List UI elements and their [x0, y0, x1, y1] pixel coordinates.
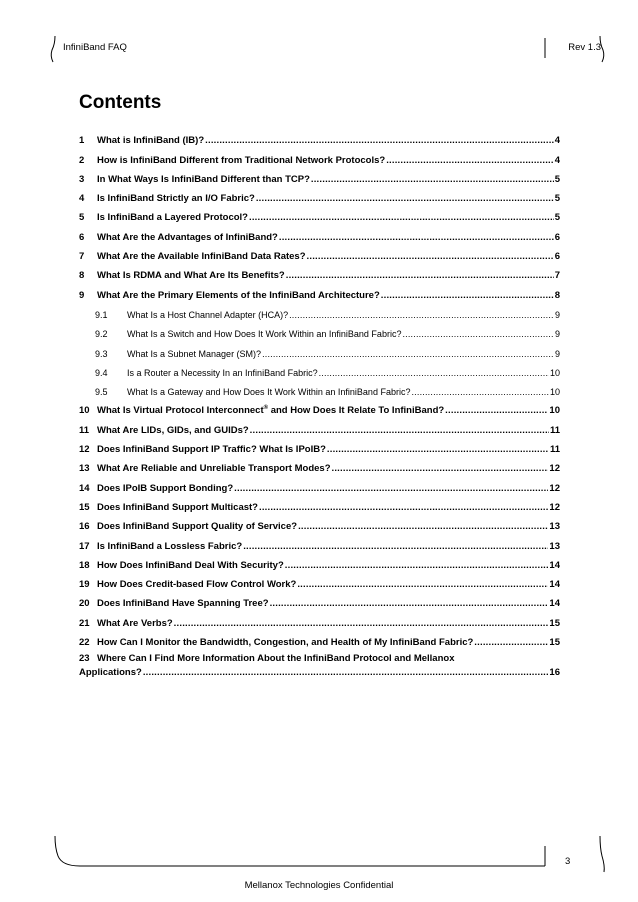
toc-entry[interactable]: 18 How Does InfiniBand Deal With Security? ..... 14 — [79, 553, 560, 572]
toc-subentry[interactable]: 9.2 What Is a Switch and How Does It Work Within an InfiniBand Fabric? ..... 9 — [79, 321, 560, 340]
header-revision: Rev 1.3 — [568, 42, 601, 53]
toc-subentry[interactable]: 9.4 Is a Router a Necessity In an InfiniBand Fabric? ..... 10 — [79, 360, 560, 379]
toc-subentry[interactable]: 9.5 What Is a Gateway and How Does It Work Within an InfiniBand Fabric? ..... 10 — [79, 379, 560, 398]
toc-entry[interactable]: 10 What Is Virtual Protocol Interconnect® and How Does It Relate To InfiniBand? ..... 10 — [79, 398, 560, 417]
page-number: 3 — [565, 856, 571, 867]
toc-subentry[interactable]: 9.1 What Is a Host Channel Adapter (HCA)? ..... 9 — [79, 302, 560, 321]
header-left-bracket — [51, 36, 55, 62]
toc-subentry[interactable]: 9.3 What Is a Subnet Manager (SM)? ..... 9 — [79, 340, 560, 359]
toc-entry[interactable]: 13 What Are Reliable and Unreliable Transport Modes? ..... 12 — [79, 456, 560, 475]
header-doc-title: InfiniBand FAQ — [63, 42, 127, 53]
toc-entry[interactable]: 7 What Are the Available InfiniBand Data Rates? ..... 6 — [79, 244, 560, 263]
toc-entry[interactable]: 6 What Are the Advantages of InfiniBand? ..... 6 — [79, 224, 560, 243]
toc-entry[interactable]: 1 What is InfiniBand (IB)? ..... 4 — [79, 128, 560, 147]
toc-entry[interactable]: 2 How is InfiniBand Different from Traditional Network Protocols? ..... 4 — [79, 147, 560, 166]
toc-entry[interactable]: 21 What Are Verbs? ..... 15 — [79, 610, 560, 629]
toc-entry[interactable]: 9 What Are the Primary Elements of the InfiniBand Architecture? ..... 8 — [79, 282, 560, 301]
footer-right-bracket — [600, 836, 604, 872]
table-of-contents — [79, 128, 560, 689]
toc-entry[interactable]: 3 In What Ways Is InfiniBand Different than TCP? ..... 5 — [79, 167, 560, 186]
toc-entry[interactable]: 8 What Is RDMA and What Are Its Benefits? ..... 7 — [79, 263, 560, 282]
toc-entry[interactable]: 19 How Does Credit-based Flow Control Work? ..... 14 — [79, 572, 560, 591]
toc-entry[interactable]: 14 Does IPoIB Support Bonding? ..... 12 — [79, 475, 560, 494]
toc-entry[interactable]: 4 Is InfiniBand Strictly an I/O Fabric? ..... 5 — [79, 186, 560, 205]
toc-entry[interactable]: 15 Does InfiniBand Support Multicast? ..... 12 — [79, 495, 560, 514]
footer-confidential: Mellanox Technologies Confidential — [244, 880, 394, 891]
toc-entry[interactable]: 16 Does InfiniBand Support Quality of Service? ..... 13 — [79, 514, 560, 533]
page-title: Contents — [79, 92, 162, 113]
footer-rule — [55, 836, 545, 866]
toc-entry[interactable]: 22 How Can I Monitor the Bandwidth, Congestion, and Health of My InfiniBand Fabric? ..... 15 — [79, 630, 560, 649]
toc-entry[interactable]: 20 Does InfiniBand Have Spanning Tree? ..... 14 — [79, 591, 560, 610]
toc-entry[interactable]: 11 What Are LIDs, GIDs, and GUIDs? ..... 11 — [79, 417, 560, 436]
toc-entry[interactable]: 12 Does InfiniBand Support IP Traffic? What Is IPoIB? ..... 11 — [79, 437, 560, 456]
toc-entry[interactable]: 17 Is InfiniBand a Lossless Fabric? ..... 13 — [79, 533, 560, 552]
toc-entry[interactable]: 5 Is InfiniBand a Layered Protocol? ..... 5 — [79, 205, 560, 224]
toc-entry[interactable]: 23 Where Can I Find More Information About the InfiniBand Protocol and Mellanox Applications? ..... 16 — [79, 653, 560, 689]
